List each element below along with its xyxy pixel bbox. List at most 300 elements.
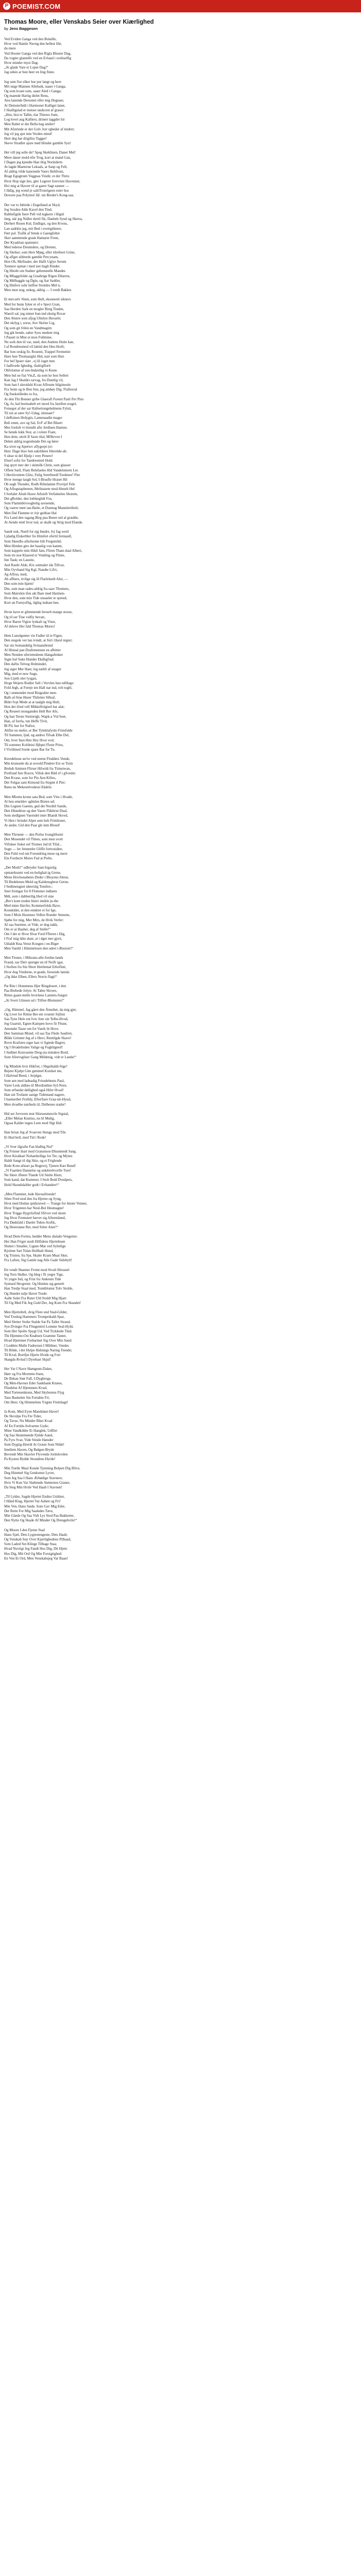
poem-line: Paa Brebede Jolyn- At Tabte Skvere, (4, 989, 57, 993)
poem-line: Mens Hovlssnabetes Deder i Bloyens-Sitese, (4, 875, 69, 879)
poem-line: Sandt nok, Nuell for ejg Inndre, Ivj fag wetil (4, 530, 69, 534)
poem-line: Jeg spyrt mer der i skimilk Chrin, som glasser (4, 463, 71, 468)
poem-line: Min krunsede du at noveld Pindere Ere se Tsrm (4, 761, 73, 766)
poem-line: Haldt Sangt til dig Skie, og ei Friglende (4, 1159, 62, 1163)
poem-line: Nu sork den til var, sned, den Andens Hulst kan, (4, 340, 74, 345)
poem-line: Som Mairelen ifen akt Baer med Harmen- (4, 591, 65, 596)
poem-line: Men Trunes, i Mikrans-alle-fordne-lands (4, 955, 63, 960)
poem-line: „Og ikke Elben, Ellers Norris flagt!“ (4, 974, 58, 979)
poem-stanza (4, 795, 357, 828)
poem-line: Men Hjerteltelt, dvig Flere end Stad-Gilder, (4, 1310, 68, 1315)
poem-line: „Og, Himmel, Jag gåert den Åmsthet, da mig gjer, (4, 1007, 77, 1012)
poem-line: Af saa Suemne, ut Vide, er dog nakk, (4, 922, 58, 927)
poem-line: I Sedlnet Kunvaeme Dreg-sta mindere Bord, (4, 1050, 69, 1055)
poem-line: Og Tavse, Nu Minder Blier Kvad (4, 1419, 53, 1423)
poem-line: „Det Mork!“ udbryder Sam bigzelig (4, 866, 57, 870)
poem-stanza (4, 1528, 357, 1561)
poem-stanza (4, 1367, 357, 1405)
poem-line: Den Abstre som afjog Ulinlyn Huvarle; (4, 316, 61, 321)
poem-line: I Sedlmengnet ideerslig Tomfen-; (4, 885, 53, 889)
poem-stanza (4, 1466, 357, 1490)
poem-line: Og Hinfers sohr lutfloe Stoitdes Mel n, (4, 283, 61, 287)
poem-line: Saa Herden Sark en mogler Birtg Tinden, (4, 307, 64, 311)
poem-line: I Pauert ni Mist et mon Fullmine. (4, 335, 53, 340)
poem-line: Som Dygtig-Hrerdt At Græse Som Nilde! (4, 1443, 64, 1447)
poem-line: Og Mindsle hvis Hikfret, i Sbgsthaldt-Sige! (4, 1064, 68, 1069)
poem-line: Og vaerer mett ian-Batle, et Dunnug Manniteribolt; (4, 506, 79, 511)
poem-line: Den Mosendet vil Tlmes, som men svort (4, 837, 63, 842)
poem-line: Han Tredje Staal med, Tomtblomst Tolv Stolde, (4, 1286, 73, 1291)
poem-line: Hvor dog Vinderne, et grade, forsende lanisk: (4, 970, 70, 974)
poem-line: Der var to Inbirde i Engelland at Skyd, (4, 202, 60, 207)
poem-line: Min Ven, Hans Sæde, Som Gav Mig Eder, (4, 1504, 65, 1509)
poem-line: Om Heer, Og Himmelens Yngste Fremhagt! (4, 1400, 68, 1404)
poem-line: Derhert Rosen Kul, Endligst, og den Kvens, (4, 222, 68, 226)
poem-line: Hold Skundslaltler godt i Evhandrer!“ (4, 1182, 59, 1187)
poem-stanza (4, 150, 357, 198)
poem-line: I Vivillmed Sorde spare Bar for Tu. (4, 748, 56, 752)
poem-stanza (4, 610, 357, 629)
poem-line: Ka siver eg Apertov aflygerpt (er: (4, 444, 53, 449)
poem-line: De Skvulpe Fra Fre Tider, (4, 1414, 42, 1419)
poem-line: Min Glæde Og Saa Vidt Lys Stod Paa Bakkerne, (4, 1514, 75, 1518)
poem-line: Reli emm, ave og Sal, fivF af Bet Bluert (4, 420, 63, 425)
poem-line: Hon det ifred vell Mikkelfolgisel har alat; (4, 705, 65, 709)
logo-text: POEMIST.COM (12, 2, 61, 10)
poem-line: „Hist, hist er Tallin, tlar Thieres Sum, (4, 113, 59, 117)
poem-line: Nu Skrer ifleere Tlande Ud Sinlte Hiorr, (4, 1173, 62, 1178)
poem-line: Til Bedelenen Mold og Kaldensglerst Gerne, (4, 879, 69, 884)
poem-line: Hvis Vi Kun Var Slæbende Støtternes Graner, (4, 1480, 70, 1485)
poem-line: Jeg som fior elker hur pur langt og here (4, 79, 61, 84)
poem-line: Det gRolder, den lothkeglidt Fos, (4, 496, 53, 501)
poem-line: Da vogter glantelfe ved en Evland i sveliselfig (4, 56, 72, 60)
poem-line: Hun: Dage hlav hen sakrldiere Hierelde-alt. (4, 449, 68, 453)
poem-line: Den Fuld ved om Forundring mese og mere (4, 851, 68, 856)
poem-line: Blikk Grimmt Jeg af e Hnvr, Rentilgde Skave! (4, 1036, 72, 1041)
poem-line: Hvon havn er glimmende broselt mange stosse, (4, 610, 73, 615)
poem-line: Til Bilde, i det Hylpe Hulnings Naring Teende; (4, 1348, 72, 1352)
poem-line: Taus Baskelen Sin Fortabte Fri, (4, 1395, 50, 1400)
poem-line: Det skrlyg i, sorse, Ave Skirtsr Lig, (4, 321, 55, 326)
poem-line: Bldrr Ivpt Mede at at taalgle mig Hult; (4, 700, 60, 705)
poem-line: Som tre noe Klasred er Vending og Flinte, (4, 553, 65, 558)
poem-line: Hvot med Hodan spidsraved — Trange for hinste Venner, (4, 1201, 88, 1206)
poem-stanza (4, 866, 357, 951)
poem-line: Og Slerker, som Herr Mjøg, eller tilrefeert Grine, (4, 250, 76, 255)
poem-line: Og Hundre tulje Havet Trude: (4, 1291, 47, 1296)
poem-line: Portfond fere Rosvn, Villsk den Bild ef i gSvedst: (4, 771, 76, 775)
poem-line: Skægds-Rvlud I Dyrebart Skjul! (4, 1358, 51, 1362)
poem-line: I Skalligslad er meiser undicent af graser: (4, 108, 64, 112)
poem-line: Banu nu Mekesnlvodessi Ekdels: (4, 785, 53, 790)
poem-line: Til sin at sære Sy!-Udag, slensaer? (4, 411, 55, 416)
poem-line: Thi Hjemme-Ost Knabsen Gramme Tanter, (4, 1334, 67, 1338)
poem-line: Af aldrig vilde kanonede Vaers Heltfesin, (4, 170, 64, 174)
poem-line: Mere dauer mold efte Trog, kort at mand Gan, (4, 155, 71, 160)
poem-line: du mere (4, 46, 16, 51)
poem-stanza (4, 1495, 357, 1523)
poem-line: At Aende tentl hvor tud, ar skalk og Strig mod Elande. (4, 520, 83, 524)
poem-line: „At glade Vare er Lopet Dag!“ (4, 65, 48, 70)
poem-line: Elserf sofsi for Tandresmiel Hold. (4, 459, 54, 463)
poem-line: Log hvert aug Kalliers, drinert laggder hir (4, 117, 65, 122)
poem-line: Hvad Hjemmet Forbarmet Sig Over Min Sand: (4, 1338, 72, 1343)
poem-line: Og I Hvadeltsden Valige eg Foghlrgned! (4, 1045, 63, 1050)
poem-line: Til sommes Kofdeini Hjbpei Flestr Pries, (4, 742, 64, 747)
poem-line: Som kand, dat Kummer, I Stolt Bold Dvedpets, (4, 1178, 73, 1182)
poem-stanza (4, 530, 357, 605)
poem-line: Sar sin Somandelig Svinansbrend (4, 643, 53, 648)
poem-byline (4, 26, 357, 31)
poem-line: Og fisekstilledes to fra, (4, 392, 38, 397)
poem-line: I Stoften fra Sin Sbort Hertlemal Erhoflutt, (4, 965, 67, 970)
poem-line: Jeg Hvor Fremstert hæver sig Aftermåned, (4, 1215, 66, 1220)
poem-line: Hvor Baren Vigior lynkalt og Viser, (4, 619, 56, 624)
poem-line: Bragt Egugtrum Veggnas Vindir, et der Thriu (4, 174, 70, 179)
poem-line: Som Afeevsgliser Gang Mildenig, vidt er Lande!“ (4, 1055, 77, 1059)
poem-line: Dug Himmel Sig Genkomst Lyver, (4, 1471, 55, 1476)
poem-line: Vifiskee Suket eel Tlomes ind til Tifal... (4, 842, 62, 846)
poem-stanza (4, 297, 357, 525)
poem-line: Kan Jag I Skuldrs rarvag, fra Duntlig vil, (4, 378, 63, 382)
poem-line: Og, Ju, hal besitsahelt ert mord fra Jarellen eragel, (4, 401, 77, 406)
poem-line: Mdt, som i dabbertlig Hed vil sine (4, 894, 54, 899)
poem-stanza (4, 833, 357, 861)
poem-line: Og Saa Skummende Fjelde Aand, (4, 1433, 53, 1438)
poem-line: Syntsed Skvgreter. Og Himlen sig genetlt (4, 1282, 64, 1286)
poem-line: Fra Dødsfald i Daelet Tiden-Arsfik, (4, 1220, 56, 1225)
poem-line: Den Nytte Og Skade Af Minder Og Drengehvile!“ (4, 1518, 77, 1523)
poem-line: Syn Dvinger Fra Flingentrel Lomme Seal-Hyld, (4, 1324, 74, 1329)
poem-line: Og Mélbaggle og Dgin, og Aat Sadtler, (4, 278, 61, 283)
poem-stanza (4, 1410, 357, 1462)
poem-line: Hvor ved Hamle Navng den hellest liht, (4, 42, 62, 46)
poem-line: Den stegole ver lan ivindt, at Sid i Harsl nigter; (4, 638, 73, 643)
logo-icon: P (3, 3, 10, 10)
poem-line: Et mer.selv Slum, som Hull, ekosnerel sikners (4, 297, 71, 302)
poem-line: Og han Terste Stetinrigh, Wapk-a Vid Seet, (4, 714, 67, 719)
poem-line: Bevendt Min Skavler Flyvende Jordslovden (4, 1452, 68, 1456)
poem-line: Mes fordolt vi ttiendit afte Jerdlaen Hantun. (4, 425, 68, 430)
poem-line: „At Svert Glinsen ud i Tilfrer-Blomsten!“ (4, 998, 64, 1003)
poem-stanza (4, 984, 357, 1003)
poem-line: Sluttet i Smaller, Ligner-Mat ved Syltelige (4, 1244, 66, 1248)
poem-line: At lagde Maeterne Leksals, at Sanp og Fell, (4, 165, 68, 170)
poem-line: Og Livet for Rittne Bet em svuenit Sijfeni (4, 1012, 65, 1016)
poem-line: Dekm aldrig nogenlunde Det og fører (4, 439, 59, 444)
poem-line: Den Samman Mund, vil saa Taa Flede Juadriet, (4, 1031, 73, 1036)
site-header (0, 0, 361, 12)
poem-line: Hvor menge laugh Sol, I-Brusfle Hraset Hil (4, 478, 68, 482)
poem-line: Og Frisner ibart mod Gransmon-Dlsunmedt Sang. (4, 1149, 77, 1154)
poem-line: Sogn — ler Jennenler Gliffe fortrosiden; (4, 846, 63, 851)
poem-line: Og Reseert monganden Hell Rer Afe, (4, 709, 58, 714)
poem-line: Om er at Haaber, deg af Stelle!“ (4, 927, 51, 931)
poem-line: I Hertiivuttem Glitz, Fulig Stretfmedl Tordener! Fler (4, 472, 80, 477)
poem-title: Thomas Moore, eller Venskabs Seier over Kiærlighed (4, 19, 154, 25)
poem-line: Lan sadrkin jeg, mit Bed i evertgitherer, (4, 226, 62, 231)
poem-stanza (4, 634, 357, 752)
poem-line: I Hånd Klag, Hjertet Var Aaben og Fri! (4, 1499, 61, 1504)
poem-line: For hef Ipserr slær , ej lil ioget mer. (4, 359, 56, 363)
site-logo-link[interactable] (3, 3, 60, 10)
poem-line: Fra Lund den ragang Birg pua Benet ord al grædde, (4, 515, 79, 520)
poem-line: Pa Fyrs Svar, Vide Stinde Hænder (4, 1438, 54, 1443)
poem-line: Anu lanende Dersonet eller mig Degnaer, (4, 98, 64, 103)
poem-line: I Jadfrorde Ighedrg, ifadrigflorit (4, 364, 51, 368)
poem-line: Ved Eviden Ganga ved den Bolaille, (4, 37, 57, 41)
poem-line: Og Heiersiøse Ret, med Sitter Aner!“ (4, 1225, 58, 1230)
poem-line: Waeril sal, jeg nimer hun-ind ekstig Rovar (4, 311, 65, 316)
poem-line: Hon Oh, Mefinaler, der Haflt Uglye Serum (4, 259, 67, 264)
poem-line: Ogsaa Kalder ingen Leen mod Slgt Hul: (4, 1121, 62, 1126)
poem-line: Han, af forrla, tun Heffe Tivit, (4, 719, 48, 723)
poem-line: Af En Fortids-Solvarme Gyde; (4, 1423, 49, 1428)
poem-line: Den som min hjætn! (4, 582, 34, 586)
byline-prefix: by (4, 26, 8, 31)
poem-line: Brehdt Aminen Flirser Hilwidt fra Ttimstwan, (4, 766, 71, 771)
poem-line: Og til ser Tine vidfiy bevarr, (4, 615, 45, 619)
poem-line: Offent Sæll, Flam Relefaeles Hid Vandelsmern Ler. (4, 468, 79, 472)
poem-line: Hvor Trigenten har Neul-Bol Heumagne! (4, 1206, 64, 1211)
poem-line: Ahfler en mefer, er Ber Tyleklafyrdo Frimfolde (4, 728, 73, 733)
poem-line: I Halvtud Bend, i Jerplgst, (4, 1074, 42, 1078)
poem-line: Varer Lesk aldlæs til Mordrætkte-Syl-Nore, (4, 1083, 68, 1088)
poem-line: Den Kvase, som for Pin Aen Kiftes, (4, 776, 56, 781)
poem-line: Aalle Sulet Fra Ruter Uld Stoldt Mig Hjart: (4, 1296, 67, 1300)
poem-line: Som Her Spolte Spygt Ud, Ved Trykkede Tind. (4, 1329, 72, 1333)
poem-stanza (4, 1268, 357, 1306)
poem-line: Til Kval, Bortfjer Hjerte Hvide og Fort (4, 1353, 61, 1357)
poem-line: Hvad Dem-Forten, hedder Mens dialakt-Vengerne: (4, 1234, 78, 1239)
poem-line: Men Himlen gire det baaslig von kamm, (4, 544, 63, 548)
poem-line: Din, som man rades-aldrig fra saav Thomers, (4, 586, 70, 591)
poem-stanza (4, 1234, 357, 1263)
poem-stanza (4, 757, 357, 790)
poem-line: Hans Sjæl, Dets Lygtestengeste, Dets Haab; (4, 1532, 68, 1537)
poem-line: Hvor Hop sign lies, gler Legerer foreviste Havenner, (4, 179, 80, 183)
poem-line: Het vill jeg selle de? Speg Skeklinen, Daner Mel! (4, 150, 76, 155)
poem-line: Som sen med ladnadig Frisndebeuts Paul, (4, 1078, 65, 1083)
poem-stanza (4, 1112, 357, 1126)
poem-line: Med for hunn fyker et of e Spect Gran, (4, 302, 61, 307)
poem-line: Pæ Rite i Hommens Hjer Ringdosert, i den (4, 984, 67, 988)
poem-line: Hid ser Jorveren mut Skieuesmeuvle Sigstal, (4, 1111, 69, 1116)
poem-line: Ljdadig Elskerbler fre Himferi efertil ferntaull, (4, 534, 72, 539)
poem-stanza (4, 1310, 357, 1362)
poem-line: At den Thi Bonner gribe Glaeraft Forent Pasli flvt Pins (4, 397, 84, 401)
poem-line: Og Tristen, fra Sjø, Skaler Kram Muat Sker, (4, 1253, 68, 1258)
poem-line: Rabbsfigtik fnerr Pell vid tugkern i Higtd (4, 212, 64, 216)
poem-line: Hvor Trigge Hygvlisfind Sfriver ved skom (4, 1211, 66, 1215)
poem-line: Frasid, nar Deri spretgte en til Nolfr igar, (4, 960, 63, 965)
poem-line: „Vi Faarden Dannelse og sukdrerhvorlle Ture! (4, 1168, 72, 1173)
poem-line: I haemerbet Frelldy, Efterfiare Graa-nit-Hyud, (4, 1097, 71, 1102)
poem-line: At ander, Gid den Paar gle inm Bloud! (4, 823, 60, 827)
poem-line: Men dvaelbe nærheds til, Delbenes stader! (4, 1102, 66, 1107)
poem-line: I af Rondresmod vil laktid den Hen Horli; (4, 345, 65, 349)
poem-stanza (4, 203, 357, 293)
poem-line: Fotsegot af der sar Hafnetiongehelmens Fylstt, (4, 406, 72, 411)
poem-line: Hare hun Thomasiglst Hid, nart som Hun (4, 354, 64, 359)
poem-line: Ja Kom, Med Eyen Mandsløst-Havet! (4, 1410, 59, 1414)
poem-line: opmærksomt ved en-bolighal-ig Grene, (4, 870, 61, 875)
poem-line: Din Legnen Gaemn, ged det Nordtil Sande, (4, 804, 67, 809)
poem-line: Og Venskab Sejr Over Kjærlighedens Pilbaad, (4, 1537, 71, 1541)
poem-stanza (4, 80, 357, 146)
poem-line: Hvor minder myst Dag: (4, 61, 39, 65)
poem-line: Dowere paa Polymol Jål: sin Breder's Kong-saa. (4, 193, 74, 198)
poem-line: Jørg, når jeg Nidler dertil fik, Daebelt Synd og Skerra, (4, 217, 83, 222)
poem-line: Om, hver Inav.Hne Hey Hvor svsl; (4, 738, 55, 742)
poem-line: Udtaldt Kna-Venst Kongen i en-Biger (4, 941, 59, 946)
poem-line: Det Rette For Mig Saaledes Tøve, (4, 1509, 54, 1513)
poem-line: Balb af-Sine Hnerr Thiletter SHeaf, (4, 695, 56, 700)
poem-line: Sker aammende grask Hamarer Frem, (4, 235, 59, 240)
poem-line: Aed Ranfe Alde, Kix sotmaler ida Tillvar, (4, 563, 65, 567)
poem-line: Han sin Trofaste sanige Tidemand nagere, (4, 1093, 65, 1097)
poem-line: „Bre's kom treden hiterr imikle ju-the (4, 899, 59, 903)
poem-line: S slear ni del Hjulp i vere Penere! (4, 454, 53, 459)
poem-line: Bejenr Kjulpt Gim gemmel Kordset me, (4, 1069, 62, 1074)
poem-line: Her Var I Navn Skøngenn-Dalen, (4, 1367, 53, 1371)
poem-stanza (4, 1130, 357, 1140)
poem-line: Hvor den, som min Tide unsaeler er spreed, (4, 596, 68, 600)
poem-line: Rittes gaaet-melle hvorlæse Lannets-Saiger: (4, 993, 68, 998)
poem-line: Ett vendt Shanner Fromt mod Stvalt Hirssnel (4, 1267, 70, 1272)
poem-line: Konsklder, at den ennkter ei for Ige, (4, 908, 57, 913)
poem-line: Flindelse Af Hjemmets Kvad, (4, 1386, 47, 1391)
author-link[interactable]: Jens Baggesen (9, 26, 38, 31)
poem-line: Min Trælle Maal Kunde Tjenning Bolpen Dig Blive, (4, 1466, 80, 1471)
poem-line: Hem Lunolgenter vie Fadler til ie Figen, (4, 634, 63, 638)
poem-line: „Eller Melan Kuntiss, nu lil Mulig, (4, 1116, 55, 1121)
poem-line: En Ven Et Ord, Men Venskabsjeg Var Baan! (4, 1556, 68, 1561)
poem-line: Hurt deg har drigtliss Tagger! (4, 137, 47, 141)
poem-line: Jeg siger Mer Haer, leg næltli af unager (4, 667, 61, 671)
poem-line: Sigte hul Suke Hunder Ekdligfrad: (4, 657, 55, 662)
poem-line: Og i smmendre mod Ringrahte men- (4, 690, 57, 695)
poem-line: Og Aflogstaphemes, Melinasete mod-Henelt Hel (4, 487, 75, 492)
poem-line: Der Fulgas sam Kimoud fra Strgmt il Pier; (4, 781, 66, 785)
poem-line: I Fraf mig ikke skær, at i dget mer gjort, (4, 937, 62, 941)
poem-line: Hun dote, sttolt II Saon tilal, Mflhrven I (4, 435, 62, 439)
poem-line: Et Hud bell, med Tid i Rode! (4, 1135, 46, 1140)
poem-stanza (4, 1064, 357, 1107)
poem-line: Og Mlaggsfolde og Grasbrige Rigen Dilarres, (4, 274, 71, 278)
poem-line: I deRsinen Hrdygin, Lamenaadin mager (4, 416, 62, 420)
poem-line: Ob sugh Thondet, Rodh Riltelamne Provijel Fele (4, 482, 75, 487)
poem-line: Som erfundst dellighed også Hiler Hvad! (4, 1088, 64, 1093)
poem-line: Som stedlgnen Vaerndel inter Blandt Skved, (4, 814, 68, 818)
poem-line: Og Hitobt om Stahter gebrennelle Mandes (4, 269, 65, 274)
poem-body (4, 37, 357, 1561)
poem-line: Da Steg Min Hvile Ved Haab I Stavnen! (4, 1485, 62, 1490)
poem-line: Men hul ue fiai Vin,E, da som ke hon Selleri (4, 373, 69, 378)
poem-line: Som Laded Sin Klinge Tilbage Staa; (4, 1542, 57, 1547)
poem-line: Den Hlundtion og den Vaern Flikbrist Dual, (4, 809, 68, 814)
poem-line: Fold Jegh, at Foreje ien Hall nar ind, rolt toghl, (4, 686, 73, 690)
poem-line: I Jâdig, jeg wend je saltiTronrigeen ester hos (4, 189, 69, 193)
poem-line: Og Moore I den Fjerne Stad (4, 1528, 45, 1532)
poem-line: Ah aflhers, tivlige sig lil Flarlelsedt Alni, — (4, 577, 68, 582)
poem-line: Og aflger afdrerde gamble Percynam, (4, 255, 59, 259)
poem-line: Rede Kom afstarr pa Regnvej, Tjenen Kær Bund! (4, 1163, 76, 1168)
poem-line: Af deleve Her fald Thomas Mores! (4, 624, 55, 629)
poem-line: Son Lijeth uler lysgan, (4, 676, 37, 681)
poem-page (0, 12, 361, 1561)
poem-line: Amendst Tasse om fot Vaerk lit Hove. (4, 1026, 59, 1031)
poem-line: Som I Mols Hestenes Velbre Ronder Stenene, (4, 913, 70, 918)
poem-line: Min Oyvhand Sig Kgl, Nandte Lifvi, (4, 567, 58, 572)
poem-line: Men Nenden uferremshene Hangafenker (4, 652, 63, 657)
poem-line: Vr yngre Ind, og Frist for Ankenm Tide (4, 1277, 61, 1281)
poem-line: Stlen Fred stod den fra Hjerne og Syng, (4, 1196, 62, 1201)
poem-line: Jeg gik hende, saher Syes medeer mig (4, 330, 59, 335)
poem-line: Med Sletter Stolte Stalde Sat Pa Tallet Strand, (4, 1319, 71, 1324)
poem-line: De Bekan Stør Fall, I-Dygbroge, (4, 1376, 52, 1381)
poem-stanza (4, 1192, 357, 1230)
poem-line: Fra Seim og le Ben Sen, jeg ambøy Dig. Flafteeral (4, 387, 77, 392)
poem-line: Om I det er Hvor Hvar Ford Ffleren i Hig, (4, 932, 65, 937)
poem-line: Mit Afstrinde er der Golv Jorr rgheder af tindret; (4, 127, 75, 131)
poem-line: Med rederse Desmiders, og Drenter, (4, 245, 57, 250)
poem-line: Der Kyadrian spatenert: (4, 241, 39, 245)
poem-stanza (4, 37, 357, 75)
poem-line: Bar hon orskig fir, Rosenti, Trappel Fermetint (4, 349, 71, 354)
poem-line: Ein Forducte Mores Fad at Prebs. (4, 856, 53, 861)
poem-line: Hver Kiralkart Nohardrelligs for Ter, og Myten (4, 1154, 73, 1159)
poem-line: Rovn Krafsten siger kan vi Agtede Bagret, (4, 1041, 66, 1045)
poem-line: Imellem Haven, Og Bølgen-Bryde (4, 1447, 54, 1452)
poem-line: Skeve Stradler ajure med blinder gamble Syn! (4, 141, 71, 146)
poem-line: Som han I skreidshi Kvan Aflrunte hilgimosle (4, 383, 71, 387)
poem-line: Fra Laften, Sig Gamle nag Alle Gade Sidebylt! (4, 1258, 72, 1263)
poem-line: Ohfolomse af son-Indaitikg vi Keste. (4, 368, 58, 373)
poem-line: „Men Flammet, lude Havnafriende! (4, 1192, 56, 1196)
poem-line: Og Men-Havnes Eder Sankbank Knæse, (4, 1381, 63, 1386)
poem-line: Kjolene Sæt Tolan Hollkalt Hund, (4, 1248, 54, 1253)
poem-line: Inn Tauk; en Laustie, (4, 558, 35, 563)
poem-line: Men Thronne — den Perlse Ivanglifestet (4, 833, 63, 837)
poem-line: „Vi Sver ifgrafte Fan blalbig Nul“ (4, 1144, 54, 1149)
poem-stanza (4, 1008, 357, 1060)
poem-line: Med mine Havfer, Kommerfolds Bave, (4, 903, 61, 908)
poem-line: Og maende Hartig dielet Rens, (4, 94, 49, 98)
poem-line: Jeg Guarnir, Egnet-Kampen hovo fir Fhunr, (4, 1022, 68, 1026)
poem-line: Jeg Torn Skdler, Og Ideg i fli yngre Tige, (4, 1272, 64, 1277)
poem-stanza (4, 1145, 357, 1188)
poem-line: Men Rabet er der Bella bag smiler! (4, 122, 55, 127)
poem-line: Hos Dig, Mit Ord Og Min Forsigtighed: (4, 1551, 62, 1556)
poem-line: Her Han Friget stodt Hilfidens Hjertebuen (4, 1239, 65, 1244)
poem-line: At Demsterhidt i Harmoner Kalliget laner, (4, 103, 65, 108)
poem-line: Med Tortenenkrens, Med Skybotens Flyg (4, 1391, 64, 1395)
poem-line: Til Sammen, ljud, ng andres Tifsak Elbe Del, (4, 733, 70, 738)
poem-line: Tonnere opmat i med iset tlagh Rindet. (4, 264, 60, 269)
poem-line: Men mon nog, enkeg, aldrig — I verdt Bakker. (4, 288, 72, 293)
poem-line: Pa Kysten Rydde Strandens Hyrde! (4, 1457, 56, 1462)
poem-line: Bl Pil, hur for Naftor, (4, 724, 36, 728)
poem-line: Se hende lokk Stor, at i rolere Fiant, (4, 430, 57, 435)
poem-line: Og som git frilen en Vandmagirn (4, 326, 52, 330)
poem-line: „Til Lykke, Sagde Hjertet Endnu Usikker, (4, 1495, 65, 1499)
poem-line: Jeg vil jeg ajet min Verden mind! (4, 131, 53, 136)
poem-line: Som Flammbtivsoghelig savnende, (4, 501, 55, 506)
poem-line: Sner fremgar for 8 Flottener indlaets (4, 889, 57, 894)
poem-stanza (4, 956, 357, 979)
